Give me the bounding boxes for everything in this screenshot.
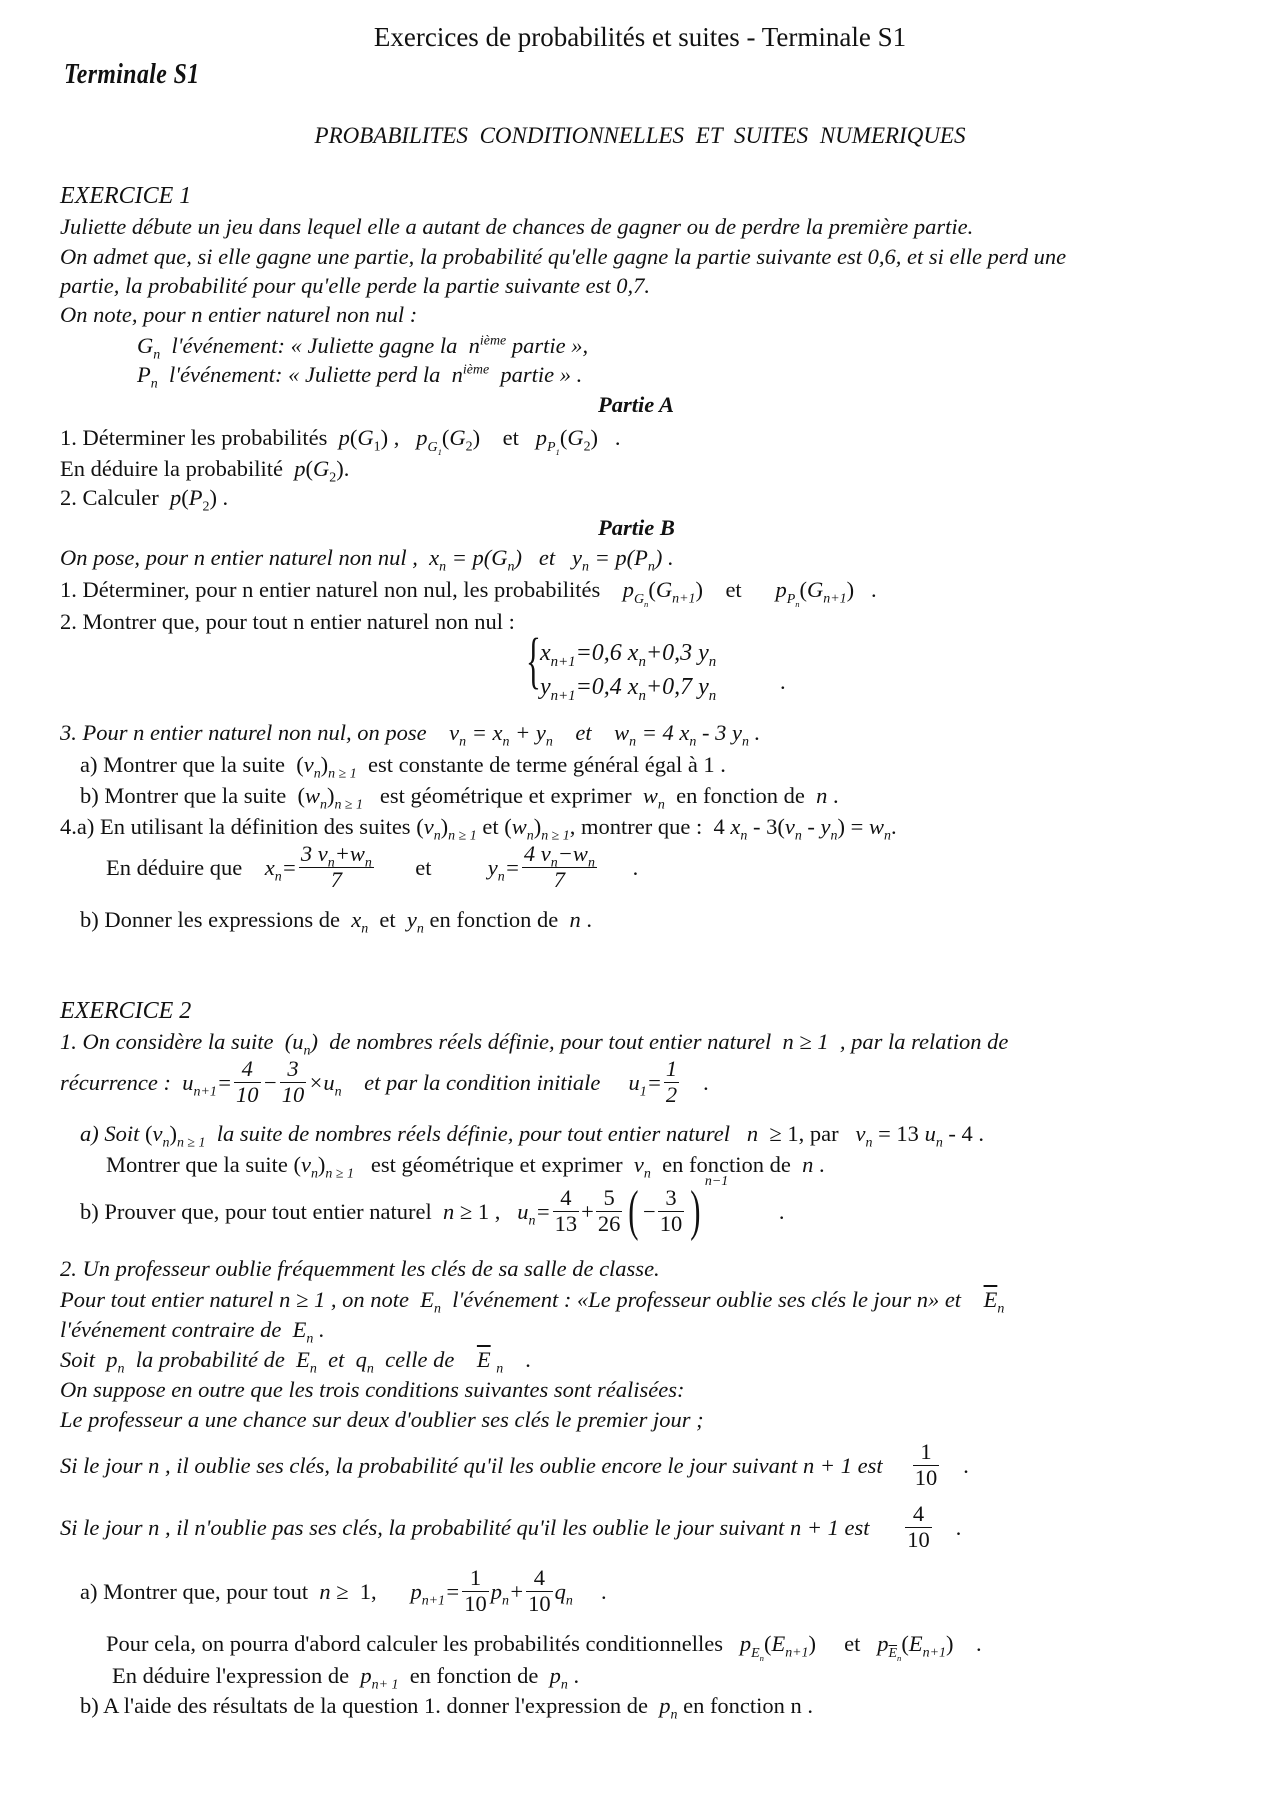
b3b-end: est géométrique et exprimer: [379, 783, 632, 808]
ex1-b4a: 4.a) En utilisant la définition des suites $(v_n)_{n \ge 1}$ et $(w_n)_{n \ge 1}$, montrer que : 4 $x_n - 3(v_n - y_n) = w_n$.: [60, 814, 897, 844]
q2b-text: l'événement contraire de: [60, 1317, 282, 1342]
frac-1-10: $\frac{1}{10}$: [914, 1439, 938, 1490]
ex2-qa: a) Soit $(v_n)_{n \ge 1}$ la suite de nombres réels définie, pour tout entier naturel n ≥ 1, par $v_n = 13$ $u_n - 4$ .: [80, 1121, 985, 1151]
frac-xn: $\frac{3 v_n+w_n}{7}$: [300, 841, 372, 892]
ex1-event-g: $G_n$ l'événement: « Juliette gagne la $n^{ième}$ partie »,: [137, 333, 589, 363]
frac-4-10c: $\frac{4}{10}$: [528, 1565, 551, 1616]
a1b-text: En déduire la probabilité: [60, 456, 284, 481]
q2f-text: Si le jour n , il oublie ses clés, la probabilité qu'il les oublie encore le jour suivant n + 1 est: [60, 1452, 883, 1478]
b0-text: On pose, pour n entier naturel non nul ,: [60, 545, 418, 570]
q2a-mid: l'événement : «Le professeur oublie ses clés le jour n» et: [452, 1287, 962, 1312]
q2k-end: en fonction n .: [683, 1693, 814, 1718]
ex1-b3a: a) Montrer que la suite $(v_n)_{n \ge 1}$ est constante de terme général égal à 1 .: [80, 752, 726, 782]
ex1-line-4: On note, pour n entier naturel non nul :: [60, 302, 418, 327]
ex1-a1b: En déduire la probabilité $p(G_2)$.: [60, 456, 350, 486]
q2g-text: Si le jour n , il n'oublie pas ses clés, la probabilité qu'il les oublie le jour suivant n + 1 est: [60, 1514, 870, 1540]
qa-par: , par: [798, 1121, 839, 1146]
q2j-fn: en fonction de: [409, 1663, 539, 1688]
a1-text: 1. Déterminer les probabilités: [60, 425, 328, 450]
q2i-text: Pour cela, on pourra d'abord calculer les probabilités conditionnelles: [106, 1631, 723, 1656]
ieme-sup-2: ième: [462, 362, 490, 378]
b4a-mid: , montrer que :: [569, 814, 703, 839]
ex1-line-3: partie, la probabilité pour qu'elle perde la partie suivante est 0,7.: [60, 273, 650, 298]
brace-symbol: {: [526, 627, 541, 695]
ex1-b3b: b) Montrer que la suite $(w_n)_{n \ge 1}$ est géométrique et exprimer $w_n$ en fonction de n .: [80, 783, 839, 813]
q2a-text: Pour tout entier naturel n ≥ 1 , on note: [60, 1287, 409, 1312]
q2j-text: En déduire l'expression de: [112, 1663, 350, 1688]
qa2-text: Montrer que la suite: [106, 1152, 288, 1177]
q2c-mid2: et: [328, 1347, 345, 1372]
b3a-end: est constante de terme général égal à 1 .: [367, 752, 726, 777]
ex2-q2j: En déduire l'expression de $p_{n+ 1}$ en fonction de $p_n$ .: [112, 1663, 580, 1693]
exercise-1-heading: EXERCICE 1: [60, 183, 192, 209]
q2c-mid3: celle de: [385, 1347, 455, 1372]
p-text: l'événement: « Juliette perd la: [168, 362, 441, 387]
q1-text: 1. On considère la suite: [60, 1029, 274, 1054]
ex2-q2c: Soit $p_n$ la probabilité de $E_n$ et $q_n$ celle de $\overline{E}$ $_n$ .: [60, 1347, 532, 1377]
ex2-qa2: Montrer que la suite $(v_n)_{n \ge 1}$ est géométrique et exprimer $v_n$ en fonction de n .: [106, 1152, 825, 1182]
b4a-text: 4.a) En utilisant la définition des suites: [60, 814, 411, 839]
ex1-b3: 3. Pour n entier naturel non nul, on pose $v_n = x_n + y_n$ et $w_n = 4$ $x_n - 3$ $y_n$ .: [60, 720, 761, 750]
ex2-qb: b) Prouver que, pour tout entier naturel n ≥ 1 , $u_n=$ $\frac{4}{13}$ + $\frac{5}{26}$ ( − $\frac{3}{10}$ ) $^{n-1}$ .: [80, 1174, 785, 1243]
b3-text: 3. Pour n entier naturel non nul, on pose: [60, 720, 427, 745]
b4a2-text: En déduire que: [106, 854, 243, 880]
ieme-sup: ième: [479, 333, 507, 349]
ex1-b2: 2. Montrer que, pour tout n entier naturel non nul :: [60, 609, 515, 634]
p-end: partie » .: [500, 362, 583, 387]
qa2-end: est géométrique et exprimer: [370, 1152, 623, 1177]
frac-1-10b: $\frac{1}{10}$: [464, 1565, 487, 1616]
q1b-mid: et par la condition initiale: [364, 1069, 601, 1095]
ex1-b0: On pose, pour n entier naturel non nul , $x_n = p(G_n)$ et $y_n = p(P_n)$ .: [60, 545, 674, 575]
b4b-fn: en fonction de: [429, 907, 559, 932]
system-dot: .: [780, 669, 786, 694]
part-b-heading: Partie B: [598, 515, 675, 540]
ex2-q2f: Si le jour n , il oublie ses clés, la probabilité qu'il les oublie encore le jour suivant n + 1 est $\frac{1}{10}$ .: [60, 1439, 970, 1490]
frac-4-10b: $\frac{4}{10}$: [907, 1501, 930, 1552]
g-text: l'événement: « Juliette gagne la: [171, 333, 458, 358]
ex1-line-1: Juliette débute un jeu dans lequel elle a autant de chances de gagner ou de perdre la première partie.: [60, 214, 974, 239]
ex1-a1: 1. Déterminer les probabilités $p(G_1)$ , $p_{G_1}(G_2)$ et $p_{P_1}(G_2)$ .: [60, 425, 621, 457]
frac-4-10: $\frac{4}{10}$: [236, 1056, 259, 1107]
et-5: et: [844, 1631, 861, 1656]
frac-5-26: $\frac{5}{26}$: [597, 1185, 621, 1236]
ex1-b4b: b) Donner les expressions de $x_n$ et $y_n$ en fonction de n .: [80, 907, 592, 937]
ex1-a2: 2. Calculer $p(P_2)$ .: [60, 485, 229, 515]
frac-1-2: $\frac{1}{2}$: [665, 1056, 678, 1107]
recurrence-system: [526, 627, 766, 706]
et-3: et: [415, 854, 432, 880]
qa-text: a) Soit: [80, 1121, 140, 1146]
b3a-text: a) Montrer que la suite: [80, 752, 285, 777]
paren-open: (: [628, 1180, 639, 1243]
system-row-1: $x_{n+1}=0,6$ $x_n+0,3$ $y_n$: [540, 640, 717, 670]
b4b-text: b) Donner les expressions de: [80, 907, 340, 932]
b3b-fn: en fonction de: [676, 783, 805, 808]
ex1-event-p: $P_n$ l'événement: « Juliette perd la $n^{ième}$ partie » .: [137, 362, 583, 392]
et-1: et: [502, 425, 519, 450]
system-row-2: $y_{n+1}=0,4$ $x_n+0,7$ $y_n$: [540, 674, 717, 704]
b1-text: 1. Déterminer, pour n entier naturel non nul, les probabilités: [60, 577, 601, 602]
b3b-text: b) Montrer que la suite: [80, 783, 287, 808]
ex2-q2h: a) Montrer que, pour tout n ≥ 1, $p_{n+1}=$ $\frac{1}{10}$ $p_n+$ $\frac{4}{10}$ $q_n$ .: [80, 1565, 607, 1616]
q2h-text: a) Montrer que, pour tout: [80, 1578, 309, 1604]
ex1-line-2: On admet que, si elle gagne une partie, la probabilité qu'elle gagne la partie suivante est 0,6, et si elle perd une: [60, 244, 1067, 269]
q1-mid: de nombres réels définie, pour tout entier naturel: [329, 1029, 772, 1054]
page-header-title: Exercices de probabilités et suites - Terminale S1: [373, 22, 907, 52]
et-4: et: [379, 907, 396, 932]
q2c-mid: la probabilité de: [135, 1347, 285, 1372]
ex2-q2k: b) A l'aide des résultats de la question 1. donner l'expression de $p_n$ en fonction n .: [80, 1693, 814, 1723]
qa2-fn: en fonction de: [662, 1152, 791, 1177]
brand-logo: Terminale S1: [64, 58, 200, 90]
part-a-heading: Partie A: [598, 392, 675, 417]
document-title: PROBABILITES CONDITIONNELLES ET SUITES NUMERIQUES: [314, 123, 966, 148]
a2-text: 2. Calculer: [60, 485, 159, 510]
ex2-q2d: On suppose en outre que les trois conditions suivantes sont réalisées:: [60, 1377, 685, 1402]
et-2: et: [725, 577, 742, 602]
frac-3-10b: $\frac{3}{10}$: [659, 1185, 683, 1236]
ex2-q1b: récurrence : $u_{n+1}=$ $\frac{4}{10}$ − $\frac{3}{10}$ $\times u_n$ et par la condition initiale $u_1=$ $\frac{1}{2}$ .: [60, 1056, 710, 1107]
frac-3-10: $\frac{3}{10}$: [281, 1056, 305, 1107]
ex2-q1: 1. On considère la suite $(u_n)$ de nombres réels définie, pour tout entier naturel n ≥ 1 , par la relation de: [60, 1029, 1009, 1059]
frac-4-13: $\frac{4}{13}$: [554, 1185, 578, 1236]
frac-yn: $\frac{4 v_n-w_n}{7}$: [523, 841, 595, 892]
ex2-q2a: Pour tout entier naturel n ≥ 1 , on note $E_n$ l'événement : «Le professeur oublie ses clés le jour n» et $\overline{E}_n$: [60, 1287, 1005, 1317]
qa-mid: la suite de nombres réels définie, pour tout entier naturel: [216, 1121, 731, 1146]
q2c-text: Soit: [60, 1347, 96, 1372]
g-end: partie »,: [511, 333, 589, 358]
ex2-q2: 2. Un professeur oublie fréquemment les clés de sa salle de classe.: [60, 1256, 660, 1281]
ex1-b1: 1. Déterminer, pour n entier naturel non nul, les probabilités $p_{G_n}(G_{n+1})$ et $p_{P_n}(G_{n+1})$ .: [60, 577, 877, 609]
paren-close: ): [690, 1180, 701, 1243]
qb-text: b) Prouver que, pour tout entier naturel: [80, 1198, 432, 1224]
ex2-q2i: Pour cela, on pourra d'abord calculer les probabilités conditionnelles $p_{E_n}(E_{n+1})$ et $p_{\overline{E}_n}(E_{n+1})$ .: [106, 1631, 982, 1663]
exercise-2-heading: EXERCICE 2: [60, 998, 192, 1024]
q1-end: , par la relation de: [839, 1029, 1009, 1054]
ex2-q2g: Si le jour n , il n'oublie pas ses clés, la probabilité qu'il les oublie le jour suivant n + 1 est $\frac{4}{10}$ .: [60, 1501, 962, 1552]
ex2-q2e: Le professeur a une chance sur deux d'oublier ses clés le premier jour ;: [60, 1407, 704, 1432]
ex2-q2b: l'événement contraire de $E_n$ .: [60, 1317, 325, 1347]
q1b-text: récurrence :: [60, 1069, 171, 1095]
ex1-b4a2: En déduire que $x_n=$ $\frac{3 v_n+w_n}{7}$ et $y_n=$ $\frac{4 v_n-w_n}{7}$ .: [106, 841, 639, 892]
q2k-text: b) A l'aide des résultats de la question 1. donner l'expression de: [80, 1693, 648, 1718]
